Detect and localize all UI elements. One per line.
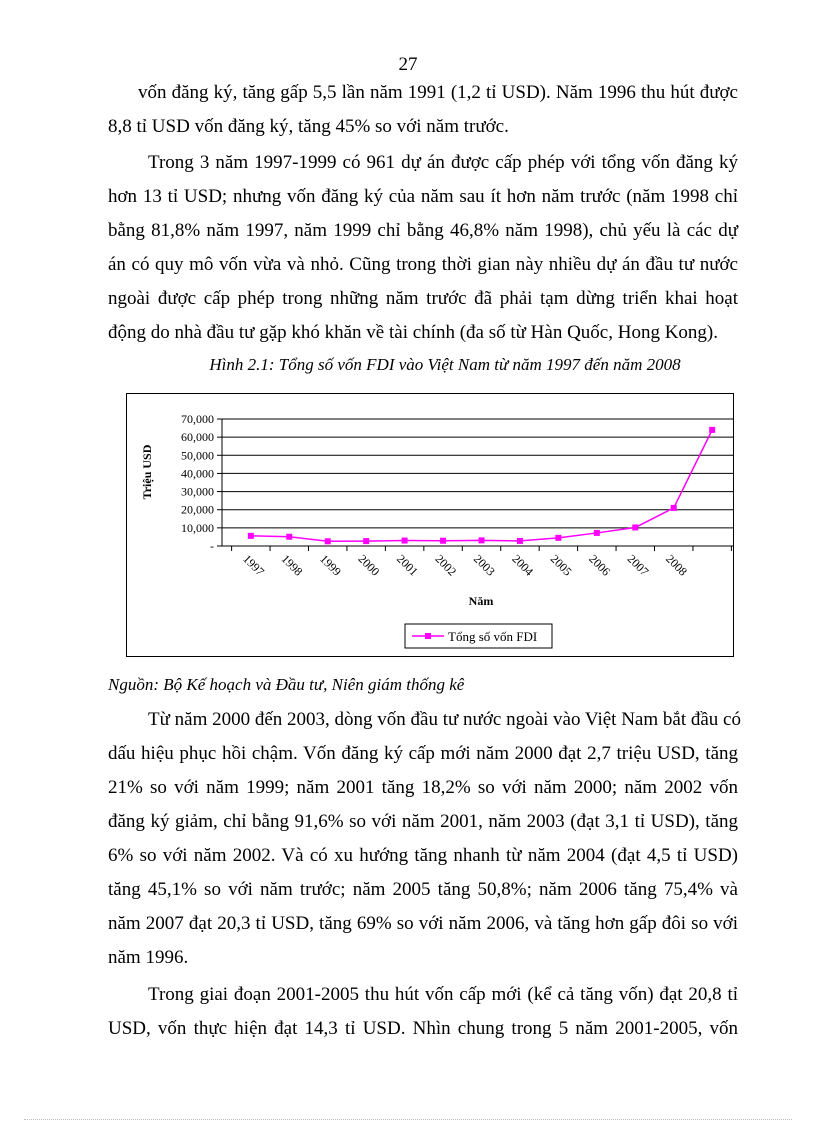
text-line: động do nhà đầu tư gặp khó khăn về tài chính (đa số từ Hàn Quốc, Hong Kong). [108,322,719,343]
x-tick-label: 2001 [394,551,421,579]
x-tick-label: 2003 [470,551,498,579]
x-tick-label: 2004 [509,551,537,579]
text-line: đăng ký giảm, chỉ bằng 91,6% so với năm 2001, năm 2003 (đạt 3,1 tỉ USD), tăng [108,811,738,832]
data-point [440,538,446,544]
text-line: hơn 13 tỉ USD; nhưng vốn đăng ký của năm sau ít hơn năm trước (năm 1998 chỉ [108,186,738,207]
y-axis-label: Triệu USD [140,444,154,500]
data-point [479,537,485,543]
data-point [555,535,561,541]
fdi-line-chart [126,393,734,657]
x-tick-label: 2000 [355,551,383,579]
y-tick-label: 20,000 [181,502,214,517]
data-point [709,427,715,433]
data-point [325,538,331,544]
text-line: 8,8 tỉ USD vốn đăng ký, tăng 45% so với năm trước. [108,116,509,137]
data-point [286,534,292,540]
text-line: tăng 45,1% so với năm trước; năm 2005 tăng 50,8%; năm 2006 tăng 75,4% và [108,879,738,900]
paragraph-3 [108,703,741,975]
text-line: Từ năm 2000 đến 2003, dòng vốn đầu tư nước ngoài vào Việt Nam bắt đầu có [148,709,741,730]
legend-marker [425,633,431,639]
text-line: 21% so với năm 1999; năm 2001 tăng 18,2% so với năm 2000; năm 2002 vốn [108,777,738,798]
figure-caption: Hình 2.1: Tổng số vốn FDI vào Việt Nam từ năm 1997 đến năm 2008 [209,355,681,374]
text-line: năm 1996. [108,947,189,968]
paragraph-1 [108,76,738,144]
x-tick-label: 2008 [663,551,690,579]
source-note: Nguồn: Bộ Kế hoạch và Đầu tư, Niên giám thống kê [108,675,465,694]
data-point [594,530,600,536]
data-point [248,533,254,539]
legend-label: Tổng số vốn FDI [448,629,538,644]
x-tick-label: 1999 [317,551,344,579]
data-point [632,524,638,530]
data-point [363,538,369,544]
text-line: bằng 81,8% năm 1997, năm 1999 chỉ bằng 46,8% năm 1998), chủ yếu là các dự [108,220,738,241]
x-tick-label: 1998 [278,551,306,579]
text-line: năm 2007 đạt 20,3 tỉ USD, tăng 69% so với năm 2006, và tăng hơn gấp đôi so với [108,913,738,934]
y-axis-ticks [181,412,222,553]
y-tick-label: 50,000 [181,448,214,463]
series-points [248,427,715,544]
data-point [671,505,677,511]
paragraph-2 [108,146,738,350]
x-tick-label: 2007 [624,551,652,579]
page-bottom-rule [24,1119,792,1120]
x-tick-label: 2002 [432,551,460,579]
text-line: 6% so với năm 2002. Và có xu hướng tăng nhanh từ năm 2004 (đạt 4,5 tỉ USD) [108,845,738,866]
text-line: Trong giai đoạn 2001-2005 thu hút vốn cấp mới (kể cả tăng vốn) đạt 20,8 tỉ [148,984,738,1005]
series-line-fdi [251,430,712,541]
x-tick-label: 2005 [547,551,575,579]
y-tick-label: 60,000 [181,430,214,445]
data-point [402,538,408,544]
text-line: ngoài được cấp phép trong những năm trước đã phải tạm dừng triển khai hoạt [108,288,738,309]
text-line: vốn đăng ký, tăng gấp 5,5 lần năm 1991 (1,2 tỉ USD). Năm 1996 thu hút được [138,82,738,103]
y-tick-label: 40,000 [181,466,214,481]
x-tick-label: 2006 [586,551,614,579]
x-axis-ticks [232,546,732,579]
text-line: Trong 3 năm 1997-1999 có 961 dự án được cấp phép với tổng vốn đăng ký [148,152,738,173]
x-tick-label: 1997 [240,551,268,579]
paragraph-4 [108,978,738,1046]
y-tick-label: 70,000 [181,412,214,426]
y-tick-label: 10,000 [181,520,214,535]
text-line: USD, vốn thực hiện đạt 14,3 tỉ USD. Nhìn chung trong 5 năm 2001-2005, vốn [108,1018,738,1039]
chart-svg [127,394,733,656]
text-line: án có quy mô vốn vừa và nhỏ. Cũng trong thời gian này nhiều dự án đầu tư nước [108,254,738,275]
legend [405,624,552,648]
y-tick-label: - [210,539,214,553]
data-point [517,538,523,544]
page-number: 27 [398,54,418,75]
x-axis-label: Năm [468,594,494,608]
y-tick-label: 30,000 [181,484,214,499]
chart-gridlines [222,419,733,528]
text-line: dấu hiệu phục hồi chậm. Vốn đăng ký cấp mới năm 2000 đạt 2,7 triệu USD, tăng [108,743,738,764]
